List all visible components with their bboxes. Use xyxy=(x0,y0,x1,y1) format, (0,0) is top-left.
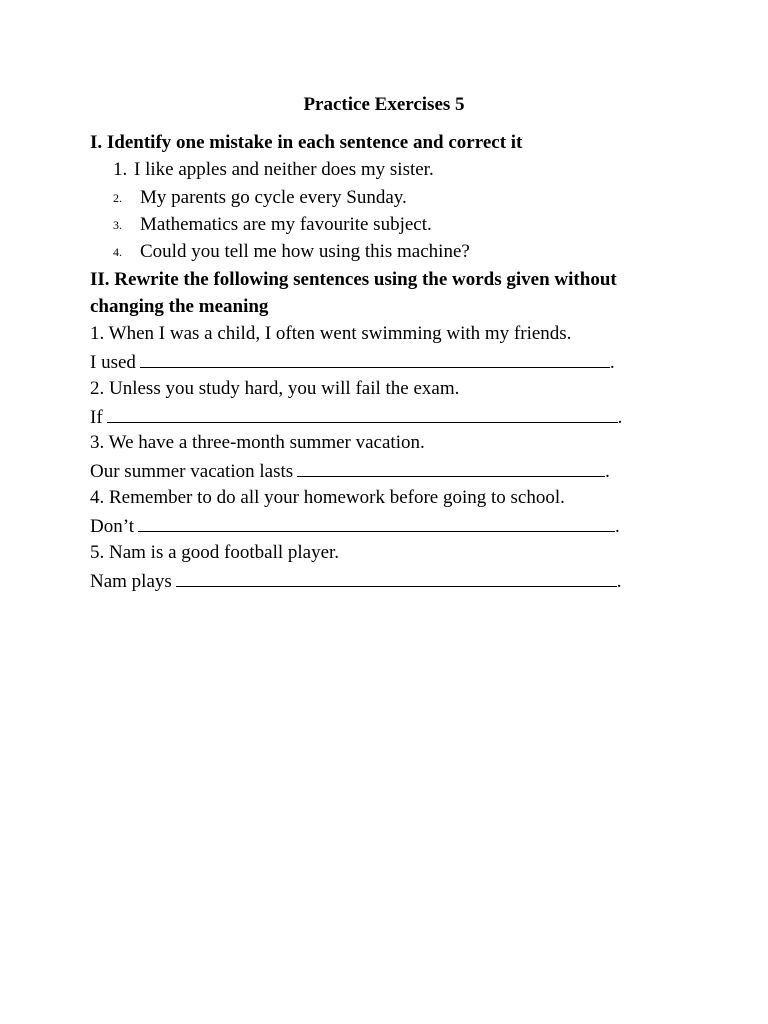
answer-period: . xyxy=(609,352,615,373)
rewrite-sentence: 3. We have a three-month summer vacation. xyxy=(90,432,425,453)
section1-item-number: 2. xyxy=(113,191,122,205)
section1-item-text: I like apples and neither does my sister. xyxy=(134,159,434,180)
answer-period: . xyxy=(614,516,620,537)
answer-period: . xyxy=(616,571,622,592)
answer-blank[interactable] xyxy=(297,459,605,477)
rewrite-prompt: Nam plays xyxy=(90,571,172,592)
rewrite-prompt: Don’t xyxy=(90,516,134,537)
rewrite-sentence: 5. Nam is a good football player. xyxy=(90,542,340,563)
rewrite-prompt: Our summer vacation lasts xyxy=(90,461,294,482)
answer-period: . xyxy=(617,407,623,428)
rewrite-answer-row xyxy=(90,569,622,594)
section1-item-number: 1. xyxy=(113,159,128,180)
answer-blank[interactable] xyxy=(107,405,618,423)
rewrite-sentence: 2. Unless you study hard, you will fail the exam. xyxy=(90,378,460,399)
answer-period: . xyxy=(605,461,610,482)
section2-heading-line1: II. Rewrite the following sentences using the words given without xyxy=(90,269,617,290)
rewrite-answer-row xyxy=(90,514,620,539)
page-title: Practice Exercises 5 xyxy=(303,94,465,115)
section1-item-number: 3. xyxy=(113,218,122,232)
rewrite-answer-row xyxy=(90,350,615,375)
rewrite-prompt: I used xyxy=(90,352,136,373)
rewrite-answer-row xyxy=(90,405,622,430)
answer-blank[interactable] xyxy=(176,569,617,587)
section2-heading-line2: changing the meaning xyxy=(90,296,269,317)
section1-item-number: 4. xyxy=(113,245,122,259)
section1-item-text: Mathematics are my favourite subject. xyxy=(140,214,432,235)
answer-blank[interactable] xyxy=(140,350,610,368)
rewrite-answer-row xyxy=(90,459,610,484)
section1-heading: I. Identify one mistake in each sentence and correct it xyxy=(90,132,523,153)
answer-blank[interactable] xyxy=(138,514,615,532)
rewrite-prompt: If xyxy=(90,407,103,428)
section1-item-text: Could you tell me how using this machine? xyxy=(140,241,470,262)
section1-item-text: My parents go cycle every Sunday. xyxy=(140,187,407,208)
rewrite-sentence: 4. Remember to do all your homework before going to school. xyxy=(90,487,565,508)
rewrite-sentence: 1. When I was a child, I often went swimming with my friends. xyxy=(90,323,572,344)
